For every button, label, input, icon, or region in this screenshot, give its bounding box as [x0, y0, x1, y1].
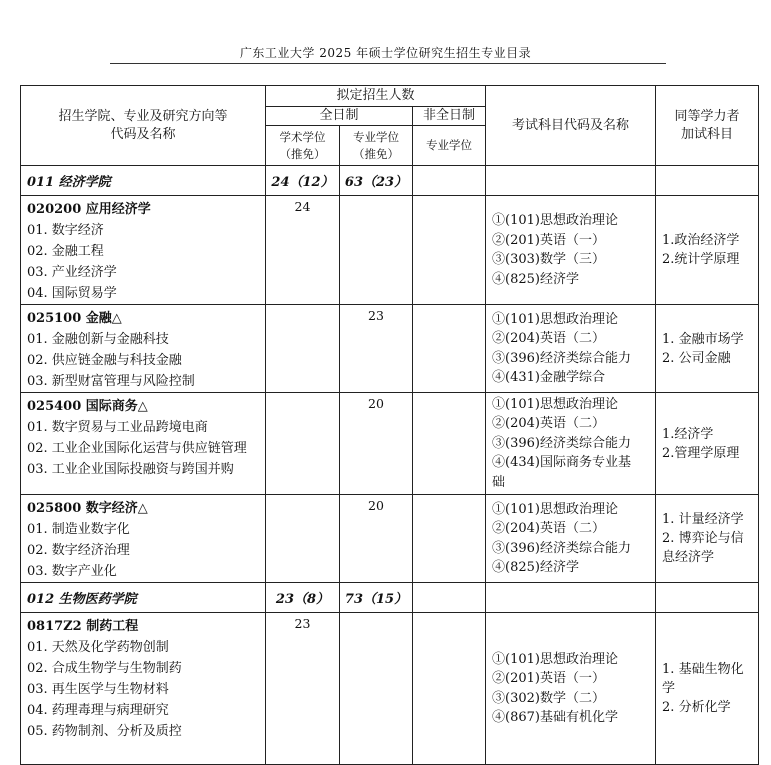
- extra-subject: 1.政治经济学: [662, 233, 740, 248]
- major-row: [21, 495, 759, 583]
- exam-subject: ①(101)思想政治理论: [492, 651, 618, 667]
- extra-subject: 1.经济学: [662, 426, 714, 442]
- header-academic: 学术学位 （推免）: [266, 126, 340, 166]
- exam-subject: ②(201)英语（一）: [492, 671, 605, 686]
- academic-count: [266, 393, 340, 495]
- research-direction: 02. 数字经济治理: [27, 543, 130, 558]
- professional-count: 23: [340, 305, 413, 393]
- extra-subject: 2.统计学原理: [662, 252, 740, 267]
- research-direction: 01. 数字经济: [27, 223, 104, 238]
- major-cell: [21, 393, 266, 495]
- exam-subjects: [486, 613, 656, 765]
- major-name: 025400 国际商务△: [27, 399, 148, 414]
- major-cell: [21, 495, 266, 583]
- academic-count: 23: [266, 613, 340, 765]
- academic-count: [266, 305, 340, 393]
- extra-subjects: [656, 495, 759, 583]
- extra-subject: 2.管理学原理: [662, 445, 740, 461]
- research-direction: 04. 药理毒理与病理研究: [27, 703, 169, 718]
- document-title: 广东工业大学 2025 年硕士学位研究生招生专业目录: [239, 46, 532, 60]
- extra-subject: 2. 博弈论与信: [662, 531, 744, 546]
- research-direction: 05. 药物制剂、分析及质控: [27, 724, 182, 739]
- exam-subject: ④(867)基础有机化学: [492, 710, 618, 725]
- college-parttime-count: [413, 583, 486, 613]
- extra-subjects: [656, 196, 759, 305]
- college-professional-count: 73（15）: [340, 583, 413, 613]
- extra-subject: 学: [662, 681, 676, 696]
- exam-subject: ②(204)英语（二）: [492, 521, 605, 536]
- major-cell: [21, 613, 266, 765]
- exam-subject: ②(201)英语（一）: [492, 232, 605, 248]
- header-major-column: 招生学院、专业及研究方向等 代码及名称: [21, 86, 266, 166]
- research-direction: 01. 天然及化学药物创制: [27, 640, 169, 655]
- header-exam: 考试科目代码及名称: [486, 86, 656, 166]
- exam-subject: ③(396)经济类综合能力: [492, 350, 631, 366]
- college-name: 012 生物医药学院: [21, 583, 266, 613]
- college-exam-cell: [486, 583, 656, 613]
- research-direction: 03. 工业企业国际投融资与跨国并购: [27, 462, 234, 477]
- extra-subject: 1. 金融市场学: [662, 331, 744, 347]
- exam-subject: ②(204)英语（二）: [492, 416, 605, 432]
- extra-subjects: [656, 613, 759, 765]
- exam-subject: ②(204)英语（二）: [492, 331, 605, 346]
- major-row: [21, 305, 759, 393]
- college-academic-count: 23（8）: [266, 583, 340, 613]
- research-direction: 03. 新型财富管理与风险控制: [27, 374, 195, 389]
- research-direction: 03. 产业经济学: [27, 265, 117, 280]
- major-row: [21, 393, 759, 495]
- exam-subject: ①(101)思想政治理论: [492, 213, 618, 228]
- exam-subject: ④(434)国际商务专业基: [492, 455, 631, 471]
- exam-subjects: [486, 495, 656, 583]
- exam-subject: ③(303)数学（三）: [492, 252, 605, 267]
- professional-count: 20: [340, 495, 413, 583]
- research-direction: 02. 工业企业国际化运营与供应链管理: [27, 441, 247, 456]
- exam-subject: ①(101)思想政治理论: [492, 501, 618, 517]
- college-name: 011 经济学院: [21, 166, 266, 196]
- academic-count: [266, 495, 340, 583]
- exam-subject: ③(396)经济类综合能力: [492, 435, 631, 451]
- parttime-count: [413, 305, 486, 393]
- college-row: [21, 166, 759, 196]
- parttime-count: [413, 495, 486, 583]
- parttime-count: [413, 196, 486, 305]
- header-parttime: 非全日制: [413, 107, 486, 126]
- college-professional-count: 63（23）: [340, 166, 413, 196]
- major-name: 025800 数字经济△: [27, 501, 148, 516]
- header-professional: 专业学位 （推免）: [340, 126, 413, 166]
- major-name: 0817Z2 制药工程: [27, 619, 139, 634]
- parttime-count: [413, 393, 486, 495]
- college-academic-count: 24（12）: [266, 166, 340, 196]
- exam-subjects: [486, 196, 656, 305]
- research-direction: 02. 金融工程: [27, 244, 104, 259]
- header-parttime-professional: 专业学位: [413, 126, 486, 166]
- professional-count: [340, 196, 413, 305]
- major-name: 020200 应用经济学: [27, 202, 151, 217]
- header-plan: 拟定招生人数: [266, 86, 486, 107]
- research-direction: 01. 金融创新与金融科技: [27, 332, 169, 347]
- exam-subject: ④(825)经济学: [492, 271, 579, 287]
- catalog-table: [20, 85, 759, 765]
- extra-subjects: [656, 305, 759, 393]
- college-extra-cell: [656, 166, 759, 196]
- exam-subjects: [486, 393, 656, 495]
- major-cell: [21, 196, 266, 305]
- research-direction: 04. 国际贸易学: [27, 286, 117, 301]
- exam-subject: ①(101)思想政治理论: [492, 311, 618, 327]
- major-cell: [21, 305, 266, 393]
- exam-subjects: [486, 305, 656, 393]
- research-direction: 01. 制造业数字化: [27, 522, 130, 537]
- professional-count: [340, 613, 413, 765]
- extra-subject: 1. 计量经济学: [662, 512, 744, 527]
- exam-subject: ④(825)经济学: [492, 560, 579, 575]
- college-parttime-count: [413, 166, 486, 196]
- college-row: [21, 583, 759, 613]
- professional-count: 20: [340, 393, 413, 495]
- extra-subject: 2. 分析化学: [662, 700, 731, 715]
- college-exam-cell: [486, 166, 656, 196]
- exam-subject: ④(431)金融学综合: [492, 370, 605, 385]
- major-name: 025100 金融△: [27, 311, 122, 326]
- research-direction: 02. 合成生物学与生物制药: [27, 661, 182, 676]
- extra-subject: 2. 公司金融: [662, 350, 731, 366]
- major-row: [21, 613, 759, 765]
- exam-subject: ①(101)思想政治理论: [492, 396, 618, 412]
- research-direction: 01. 数字贸易与工业品跨境电商: [27, 420, 208, 435]
- exam-subject: ③(396)经济类综合能力: [492, 540, 631, 556]
- header-fulltime: 全日制: [266, 107, 413, 126]
- research-direction: 03. 再生医学与生物材料: [27, 682, 169, 697]
- college-extra-cell: [656, 583, 759, 613]
- extra-subject: 1. 基础生物化: [662, 662, 744, 677]
- exam-subject: ③(302)数学（二）: [492, 690, 605, 706]
- academic-count: 24: [266, 196, 340, 305]
- exam-subject: 础: [492, 474, 506, 490]
- extra-subjects: [656, 393, 759, 495]
- header-extra: 同等学力者 加试科目: [656, 86, 759, 166]
- major-row: [21, 196, 759, 305]
- research-direction: 02. 供应链金融与科技金融: [27, 353, 182, 368]
- title-underline: [110, 63, 666, 64]
- extra-subject: 息经济学: [662, 550, 715, 565]
- parttime-count: [413, 613, 486, 765]
- research-direction: 03. 数字产业化: [27, 564, 117, 579]
